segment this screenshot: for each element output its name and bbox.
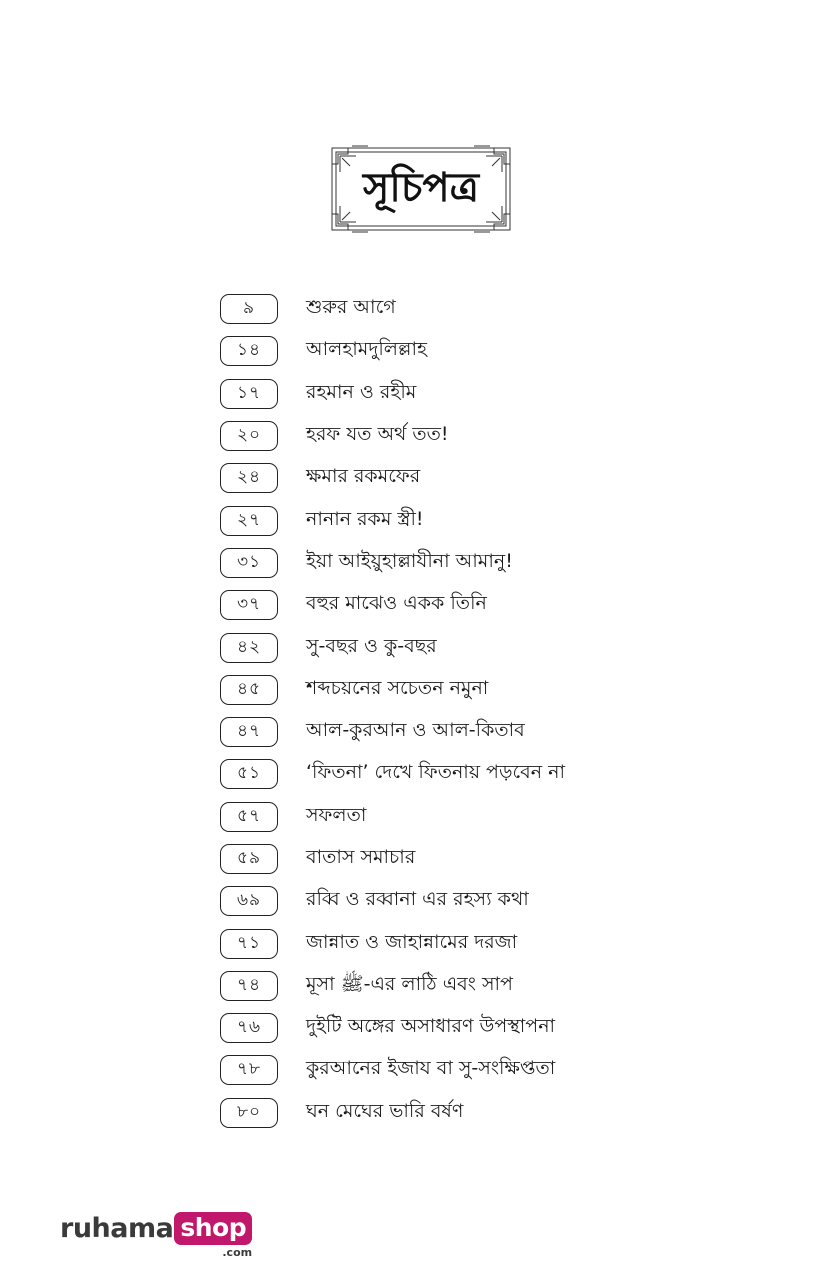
logo-shop-group bbox=[174, 1212, 252, 1259]
page-number-badge: ২৭ bbox=[220, 506, 278, 536]
page-number-badge: ৭৮ bbox=[220, 1055, 278, 1085]
toc-entry bbox=[220, 965, 640, 1007]
page-number-badge: ১৪ bbox=[220, 336, 278, 366]
toc-entry-title: শুরুর আগে bbox=[306, 296, 396, 319]
toc-entry bbox=[220, 880, 640, 922]
page-number-badge: ৩১ bbox=[220, 548, 278, 578]
page-number-badge: ৯ bbox=[220, 294, 278, 324]
toc-entry bbox=[220, 1092, 640, 1134]
toc-entry-title: জান্নাত ও জাহান্নামের দরজা bbox=[306, 930, 518, 953]
toc-entry bbox=[220, 838, 640, 880]
toc-entry-title: বহুর মাঝেও একক তিনি bbox=[306, 592, 487, 615]
toc-entry bbox=[220, 415, 640, 457]
title-frame bbox=[328, 144, 514, 234]
logo-shop-badge: shop bbox=[174, 1212, 252, 1245]
toc-entry bbox=[220, 457, 640, 499]
toc-entry-title: ‘ফিতনা’ দেখে ফিতনায় পড়বেন না bbox=[306, 761, 565, 784]
toc-entry bbox=[220, 584, 640, 626]
toc-entry-title: ক্ষমার রকমফের bbox=[306, 465, 421, 488]
toc-entry bbox=[220, 373, 640, 415]
page-number-badge: ২৪ bbox=[220, 463, 278, 493]
toc-entry-title: রব্বি ও রব্বানা এর রহস্য কথা bbox=[306, 888, 529, 911]
toc-entry bbox=[220, 796, 640, 838]
page-number-badge: ৪২ bbox=[220, 633, 278, 663]
toc-entry-title: শব্দচয়নের সচেতন নমুনা bbox=[306, 676, 489, 699]
table-of-contents bbox=[220, 288, 640, 1134]
page-number-badge: ৬৯ bbox=[220, 886, 278, 916]
logo-wordmark: ruhama bbox=[60, 1213, 174, 1244]
page-number-badge: ৮০ bbox=[220, 1098, 278, 1128]
toc-entry-title: সফলতা bbox=[306, 803, 367, 826]
page-number-badge: ৪৫ bbox=[220, 675, 278, 705]
toc-entry-title: নানান রকম স্ত্রী! bbox=[306, 507, 424, 530]
page-number-badge: ৭৪ bbox=[220, 971, 278, 1001]
toc-entry bbox=[220, 753, 640, 795]
toc-entry bbox=[220, 922, 640, 964]
page-number-badge: ৫৯ bbox=[220, 844, 278, 874]
toc-entry-title: ঘন মেঘের ভারি বর্ষণ bbox=[306, 1099, 464, 1122]
toc-entry bbox=[220, 1007, 640, 1049]
toc-entry bbox=[220, 669, 640, 711]
page-number-badge: ৫১ bbox=[220, 759, 278, 789]
page-number-badge: ৩৭ bbox=[220, 590, 278, 620]
page-number-badge: ১৭ bbox=[220, 379, 278, 409]
toc-entry-title: দুইটি অঙ্গের অসাধারণ উপস্থাপনা bbox=[306, 1015, 556, 1038]
toc-entry bbox=[220, 330, 640, 372]
page-number-badge: ২০ bbox=[220, 421, 278, 451]
toc-entry-title: আলহামদুলিল্লাহ bbox=[306, 338, 427, 361]
toc-entry bbox=[220, 288, 640, 330]
toc-entry bbox=[220, 542, 640, 584]
toc-entry bbox=[220, 499, 640, 541]
page-title: সূচিপত্র bbox=[363, 163, 479, 211]
page-number-badge: ৪৭ bbox=[220, 717, 278, 747]
toc-entry-title: আল-কুরআন ও আল-কিতাব bbox=[306, 719, 525, 742]
ruhamashop-logo bbox=[60, 1212, 252, 1262]
toc-entry-title: হরফ যত অর্থ তত! bbox=[306, 423, 449, 446]
page-number-badge: ৭৬ bbox=[220, 1013, 278, 1043]
toc-entry bbox=[220, 626, 640, 668]
toc-entry-title: রহমান ও রহীম bbox=[306, 380, 417, 403]
toc-entry-title: ইয়া আইয়ুহাল্লাযীনা আমানু! bbox=[306, 549, 513, 572]
toc-entry-title: বাতাস সমাচার bbox=[306, 846, 416, 868]
toc-entry bbox=[220, 1049, 640, 1091]
toc-entry-title: কুরআনের ইজায বা সু-সংক্ষিপ্ততা bbox=[306, 1057, 556, 1080]
page-number-badge: ৭১ bbox=[220, 929, 278, 959]
toc-entry-title: সু-বছর ও কু-বছর bbox=[306, 634, 437, 657]
toc-entry bbox=[220, 711, 640, 753]
page-number-badge: ৫৭ bbox=[220, 802, 278, 832]
toc-entry-title: মূসা ﷺ-এর লাঠি এবং সাপ bbox=[306, 972, 513, 995]
logo-domain: .com bbox=[222, 1246, 253, 1259]
